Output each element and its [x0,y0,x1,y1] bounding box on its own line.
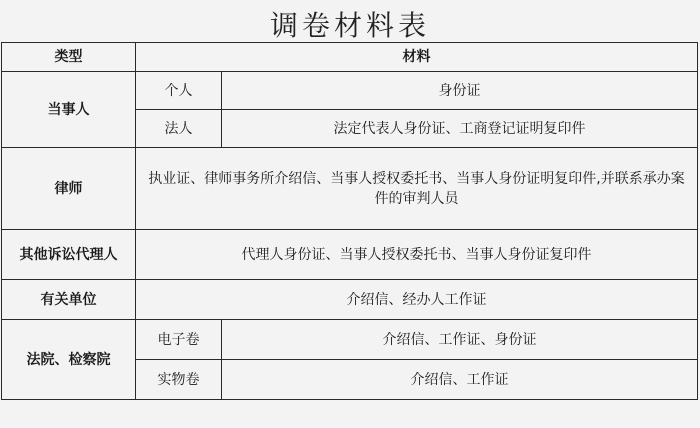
header-material: 材料 [136,43,698,72]
material-unit: 介绍信、经办人工作证 [136,280,698,320]
table-row [2,72,698,110]
category-unit: 有关单位 [2,280,136,320]
subtype-physical: 实物卷 [136,360,222,400]
category-court: 法院、检察院 [2,320,136,400]
category-party: 当事人 [2,72,136,148]
material-physical: 介绍信、工作证 [222,360,698,400]
materials-table [1,42,698,400]
table-header-row [2,43,698,72]
material-other-agent: 代理人身份证、当事人授权委托书、当事人身份证复印件 [136,230,698,280]
material-legal-person: 法定代表人身份证、工商登记证明复印件 [222,110,698,148]
table-row [2,230,698,280]
table-row [2,280,698,320]
subtype-electronic: 电子卷 [136,320,222,360]
subtype-individual: 个人 [136,72,222,110]
table-row [2,320,698,360]
page-title: 调卷材料表 [269,9,430,42]
subtype-legal-person: 法人 [136,110,222,148]
material-electronic: 介绍信、工作证、身份证 [222,320,698,360]
table-row [2,148,698,230]
category-lawyer: 律师 [2,148,136,230]
header-type: 类型 [2,43,136,72]
material-lawyer: 执业证、律师事务所介绍信、当事人授权委托书、当事人身份证明复印件,并联系承办案件的审判人员 [136,148,698,230]
material-individual: 身份证 [222,72,698,110]
category-other-agent: 其他诉讼代理人 [2,230,136,280]
